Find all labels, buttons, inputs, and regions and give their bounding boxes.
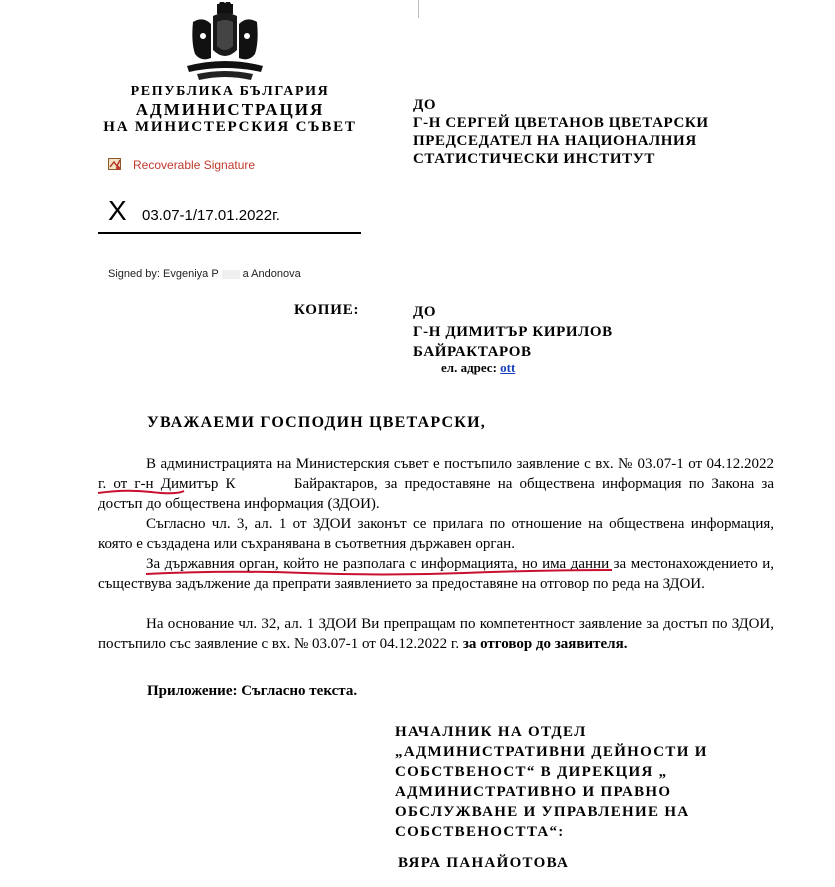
page-divider [418, 0, 419, 18]
signatory-title-line: ОБСЛУЖВАНЕ И УПРАВЛЕНИЕ НА [395, 804, 690, 820]
recipient-title: ПРЕДСЕДАТЕЛ НА НАЦИОНАЛНИЯ [413, 133, 697, 149]
signed-by-suffix: a Andonova [242, 268, 301, 280]
signatory-title-line: СОБСТВЕНОСТ“ В ДИРЕКЦИЯ „ [395, 764, 668, 780]
paragraph-1-mid: г. от г-н Димитър К [98, 476, 236, 492]
paragraph-1-end: Байрактаров, за предоставяне на обществена информация по Закона за достъп до обществена информация (ЗДОИ). [98, 476, 775, 512]
attachment-note: Приложение: Съгласно текста. [147, 683, 358, 699]
recipient-title-cont: СТАТИСТИЧЕСКИ ИНСТИТУТ [413, 151, 655, 167]
copy-label: КОПИЕ: [294, 302, 360, 318]
signature-mark: X [108, 195, 127, 226]
signed-by [108, 268, 301, 280]
paragraph-2: Съгласно чл. 3, ал. 1 от ЗДОИ законът се прилага по отношение на обществена информация, която е създадена или съхранявана в съответния държавен орган. [98, 516, 774, 552]
institution-country: РЕПУБЛИКА БЪЛГАРИЯ [130, 84, 330, 99]
salutation: УВАЖАЕМИ ГОСПОДИН ЦВЕТАРСКИ, [147, 414, 486, 431]
signed-by-prefix: Signed by: Evgeniya P [108, 268, 219, 280]
signatory-title-line: „АДМИНИСТРАТИВНИ ДЕЙНОСТИ И [395, 744, 708, 760]
redaction [222, 270, 240, 279]
paragraph-4 [98, 614, 774, 654]
institution-name-cont: НА МИНИСТЕРСКИЯ СЪВЕТ [103, 119, 357, 135]
paragraph-1 [98, 454, 774, 514]
red-underline-date [96, 488, 186, 496]
copy-email-row [441, 360, 607, 376]
recipient-to: ДО [413, 97, 437, 113]
signatory-title-line: СОБСТВЕНОСТТА“: [395, 824, 565, 840]
paragraph-1-date: 04.12.2022 [706, 456, 775, 472]
red-underline-sentence [144, 568, 614, 578]
paragraph-4-text: На основание чл. 32, ал. 1 ЗДОИ Ви препращам по компетентност заявление за достъп по ЗДОИ, постъпило със заявление с вх. № 03.07-1 от 04.12.2022 г. [98, 616, 774, 652]
copy-name: Г-Н ДИМИТЪР КИРИЛОВ [413, 324, 613, 340]
coat-of-arms-icon [183, 2, 267, 82]
email-label: ел. адрес: [441, 360, 497, 375]
signatory-title [395, 722, 708, 842]
paragraph-3-highlight: За държавния орган, който не разполага с информацията, [146, 556, 518, 572]
email-redaction [519, 364, 607, 374]
paragraph-4-bold: за отговор до заявителя. [462, 636, 628, 652]
signature-line [98, 232, 361, 234]
registration-number: 03.07-1/17.01.2022г. [142, 207, 280, 224]
copy-name-cont: БАЙРАКТАРОВ [413, 344, 532, 360]
signatory-name: ВЯРА ПАНАЙОТОВА [398, 855, 570, 871]
signature-label: Recoverable Signature [133, 158, 256, 172]
email-link[interactable]: ott [500, 360, 516, 375]
institution-name: АДМИНИСТРАЦИЯ [135, 100, 325, 119]
recipient-name: Г-Н СЕРГЕЙ ЦВЕТАНОВ ЦВЕТАРСКИ [413, 115, 709, 131]
recoverable-signature-icon [108, 157, 122, 171]
paragraph-3-rest: но има данни за местонахождението и, съществува задължение да препрати заявлението за предоставяне на отговор по реда на ЗДОИ. [98, 556, 774, 592]
signatory-title-line: АДМИНИСТРАТИВНО И ПРАВНО [395, 784, 672, 800]
copy-to: ДО [413, 304, 437, 320]
paragraph-1-start: В администрацията на Министерския съвет е постъпило заявление с вх. № 03.07-1 от [146, 456, 703, 472]
signatory-title-line: НАЧАЛНИК НА ОТДЕЛ [395, 724, 587, 740]
